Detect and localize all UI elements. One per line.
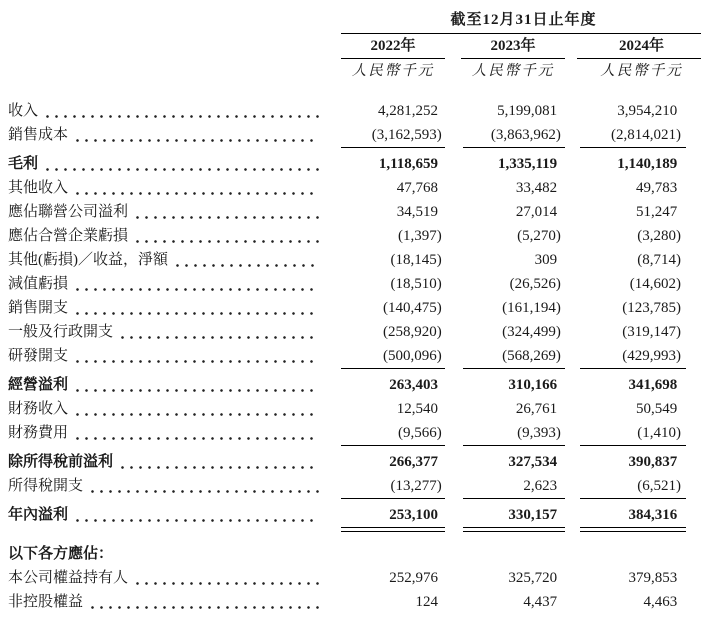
row-value: 4,437 bbox=[523, 594, 561, 610]
row-value: (13,277) bbox=[390, 478, 442, 494]
table-row bbox=[8, 296, 701, 320]
row-value: (2,814,021) bbox=[611, 127, 681, 143]
dot-leader bbox=[133, 200, 319, 219]
row-value: 390,837 bbox=[628, 454, 681, 470]
row-value: 1,335,119 bbox=[497, 156, 561, 172]
table-row bbox=[8, 590, 701, 614]
dot-leader bbox=[118, 450, 319, 469]
row-value: (9,566) bbox=[398, 425, 442, 441]
dot-leader bbox=[73, 344, 319, 363]
row-value: (5,270) bbox=[517, 228, 561, 244]
row-label: 經營溢利 bbox=[8, 377, 69, 393]
row-value: (140,475) bbox=[383, 300, 442, 316]
table-row bbox=[8, 450, 701, 474]
row-label: 本公司權益持有人 bbox=[8, 570, 129, 586]
row-value: 2,623 bbox=[523, 478, 561, 494]
dot-leader bbox=[173, 248, 319, 267]
dot-leader bbox=[43, 152, 319, 171]
dot-leader bbox=[73, 272, 319, 291]
row-value: (8,714) bbox=[637, 252, 681, 268]
table-row bbox=[8, 152, 701, 176]
row-label: 非控股權益 bbox=[8, 594, 84, 610]
row-value: 4,463 bbox=[643, 594, 681, 610]
dot-leader bbox=[118, 320, 319, 339]
row-label: 所得稅開支 bbox=[8, 478, 84, 494]
row-label: 財務收入 bbox=[8, 401, 69, 417]
row-label: 一般及行政開支 bbox=[8, 324, 114, 340]
row-value: 330,157 bbox=[508, 507, 561, 523]
row-label: 年內溢利 bbox=[8, 507, 69, 523]
row-value: (18,145) bbox=[390, 252, 442, 268]
row-label: 減值虧損 bbox=[8, 276, 69, 292]
row-value: 50,549 bbox=[636, 401, 681, 417]
table-row bbox=[8, 397, 701, 421]
table-row bbox=[8, 123, 701, 147]
row-value: (18,510) bbox=[390, 276, 442, 292]
row-value: 252,976 bbox=[389, 570, 442, 586]
row-value: (429,993) bbox=[622, 348, 681, 364]
row-value: 51,247 bbox=[636, 204, 681, 220]
table-row bbox=[8, 474, 701, 498]
dot-leader bbox=[43, 99, 319, 118]
table-row bbox=[8, 373, 701, 397]
table-section-row bbox=[8, 542, 701, 566]
row-label: 銷售開支 bbox=[8, 300, 69, 316]
row-label: 應佔合營企業虧損 bbox=[8, 228, 129, 244]
dot-leader bbox=[88, 590, 319, 609]
row-value: 5,199,081 bbox=[497, 103, 561, 119]
row-value: 12,540 bbox=[396, 401, 442, 417]
row-value: 384,316 bbox=[628, 507, 681, 523]
table-row bbox=[8, 503, 701, 527]
dot-leader bbox=[73, 397, 319, 416]
dot-leader bbox=[73, 296, 319, 315]
unit-label: 人民幣千元 bbox=[471, 63, 555, 79]
row-value: 327,534 bbox=[508, 454, 561, 470]
row-value: (3,863,962) bbox=[490, 127, 561, 143]
dot-leader bbox=[133, 224, 319, 243]
row-value: (1,397) bbox=[398, 228, 442, 244]
row-value: 124 bbox=[415, 594, 442, 610]
row-value: (6,521) bbox=[637, 478, 681, 494]
row-value: (123,785) bbox=[622, 300, 681, 316]
row-value: 4,281,252 bbox=[378, 103, 442, 119]
row-label: 銷售成本 bbox=[8, 127, 69, 143]
row-value: (500,096) bbox=[383, 348, 442, 364]
year-column-header: 2024年 bbox=[577, 34, 701, 59]
row-value: 33,482 bbox=[515, 180, 561, 196]
row-value: (26,526) bbox=[509, 276, 561, 292]
unit-label: 人民幣千元 bbox=[600, 63, 683, 79]
row-label: 其他收入 bbox=[8, 180, 69, 196]
double-rule-divider bbox=[8, 527, 701, 536]
table-row bbox=[8, 566, 701, 590]
dot-leader bbox=[133, 566, 319, 585]
table-row bbox=[8, 99, 701, 123]
row-value: 310,166 bbox=[508, 377, 561, 393]
period-header: 截至12月31日止年度 bbox=[341, 10, 701, 34]
dot-leader bbox=[73, 123, 319, 142]
table-row bbox=[8, 248, 701, 272]
row-value: 325,720 bbox=[508, 570, 561, 586]
row-value: 3,954,210 bbox=[617, 103, 681, 119]
row-value: 1,140,189 bbox=[617, 156, 681, 172]
unit-label: 人民幣千元 bbox=[351, 63, 435, 79]
row-value: 309 bbox=[534, 252, 561, 268]
table-row bbox=[8, 200, 701, 224]
dot-leader bbox=[73, 373, 319, 392]
row-value: 27,014 bbox=[515, 204, 561, 220]
row-label: 毛利 bbox=[8, 156, 39, 172]
table-row bbox=[8, 320, 701, 344]
row-label: 其他(虧損)／收益，淨額 bbox=[8, 252, 168, 268]
row-value: (3,162,593) bbox=[371, 127, 442, 143]
row-value: 26,761 bbox=[515, 401, 561, 417]
row-value: 34,519 bbox=[396, 204, 442, 220]
year-column-header: 2022年 bbox=[341, 34, 445, 59]
table-row bbox=[8, 344, 701, 368]
dot-leader bbox=[73, 176, 319, 195]
row-label: 收入 bbox=[8, 103, 39, 119]
row-value: 49,783 bbox=[636, 180, 681, 196]
row-label: 研發開支 bbox=[8, 348, 69, 364]
row-value: (161,194) bbox=[502, 300, 561, 316]
row-value: (568,269) bbox=[502, 348, 561, 364]
year-header-row bbox=[341, 34, 701, 59]
dot-leader bbox=[73, 503, 319, 522]
table-row bbox=[8, 224, 701, 248]
row-value: (1,410) bbox=[637, 425, 681, 441]
unit-header-row bbox=[341, 59, 701, 83]
row-label: 除所得稅前溢利 bbox=[8, 454, 114, 470]
row-label: 財務費用 bbox=[8, 425, 69, 441]
table-row bbox=[8, 421, 701, 445]
row-value: (258,920) bbox=[383, 324, 442, 340]
row-value: 341,698 bbox=[628, 377, 681, 393]
row-label: 以下各方應佔： bbox=[8, 546, 114, 562]
dot-leader bbox=[88, 474, 319, 493]
table-row bbox=[8, 272, 701, 296]
row-value: 379,853 bbox=[628, 570, 681, 586]
table-row bbox=[8, 176, 701, 200]
row-value: (3,280) bbox=[637, 228, 681, 244]
row-value: (14,602) bbox=[629, 276, 681, 292]
row-value: 1,118,659 bbox=[378, 156, 442, 172]
row-value: 47,768 bbox=[396, 180, 442, 196]
row-label: 應佔聯營公司溢利 bbox=[8, 204, 129, 220]
row-value: 253,100 bbox=[389, 507, 442, 523]
row-value: (9,393) bbox=[517, 425, 561, 441]
row-value: 263,403 bbox=[389, 377, 442, 393]
row-value: 266,377 bbox=[389, 454, 442, 470]
row-value: (319,147) bbox=[622, 324, 681, 340]
row-value: (324,499) bbox=[502, 324, 561, 340]
year-column-header: 2023年 bbox=[461, 34, 565, 59]
dot-leader bbox=[73, 421, 319, 440]
